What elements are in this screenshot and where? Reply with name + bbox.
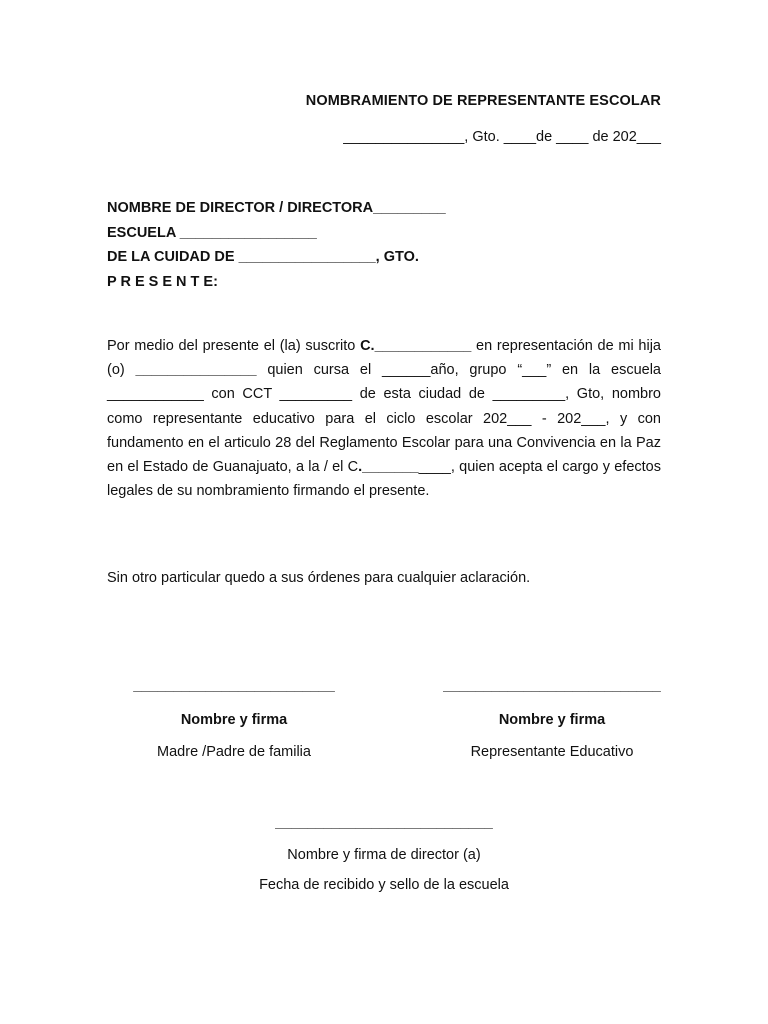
signature-name-label: Nombre y firma [180, 712, 288, 728]
signature-line: _________________________ [133, 678, 335, 694]
signature-role: Fecha de recibido y sello de la escuela [259, 877, 509, 893]
body-text-5: quien cursa el ______año, grupo “___” en la escuela ____________ con CCT _________ de esta ciudad de _________, Gto, nombro como representante educativo para el ciclo escolar 202___ - 202___, y con fundamento en el articulo 28 del Reglamento Escolar para una Convivencia en la Paz en el Estado de Guanajuato, a la / el C [107, 362, 662, 476]
body-paragraph [107, 334, 661, 503]
addressee-block [107, 196, 446, 294]
signature-line: ___________________________ [443, 678, 661, 694]
body-text-4: _______________ [135, 362, 257, 379]
addressee-city: DE LA CUIDAD DE _________________, GTO. [107, 249, 419, 265]
signature-representative [432, 676, 672, 760]
document-title: NOMBRAMIENTO DE REPRESENTANTE ESCOLAR [305, 93, 661, 109]
body-text-7: ____, quien acepta el cargo y efectos legales de su nombramiento firmando el presente. [107, 459, 661, 500]
signature-role: Representante Educativo [470, 744, 634, 760]
signature-name-label: Nombre y firma de director (a) [287, 847, 481, 863]
date-line: _______________, Gto. ____de ____ de 202___ [343, 129, 661, 145]
body-text-2: C.____________ [360, 338, 472, 354]
addressee-director: NOMBRE DE DIRECTOR / DIRECTORA_________ [107, 200, 446, 216]
signature-name-label: Nombre y firma [498, 712, 606, 728]
body-text-3: en representación de mi hija (o) [107, 338, 661, 379]
body-text-6: ._______ [358, 459, 419, 476]
closing-text: Sin otro particular quedo a sus órdenes para cualquier aclaración. [107, 570, 531, 586]
signature-role: Madre /Padre de familia [157, 744, 311, 760]
addressee-presente: P R E S E N T E: [107, 273, 218, 290]
body-text-1: Por medio del presente el (la) suscrito [107, 338, 361, 354]
signature-director [234, 813, 534, 893]
addressee-school: ESCUELA _________________ [107, 224, 317, 241]
signature-parent [114, 676, 354, 760]
signature-line: ___________________________ [275, 815, 493, 831]
